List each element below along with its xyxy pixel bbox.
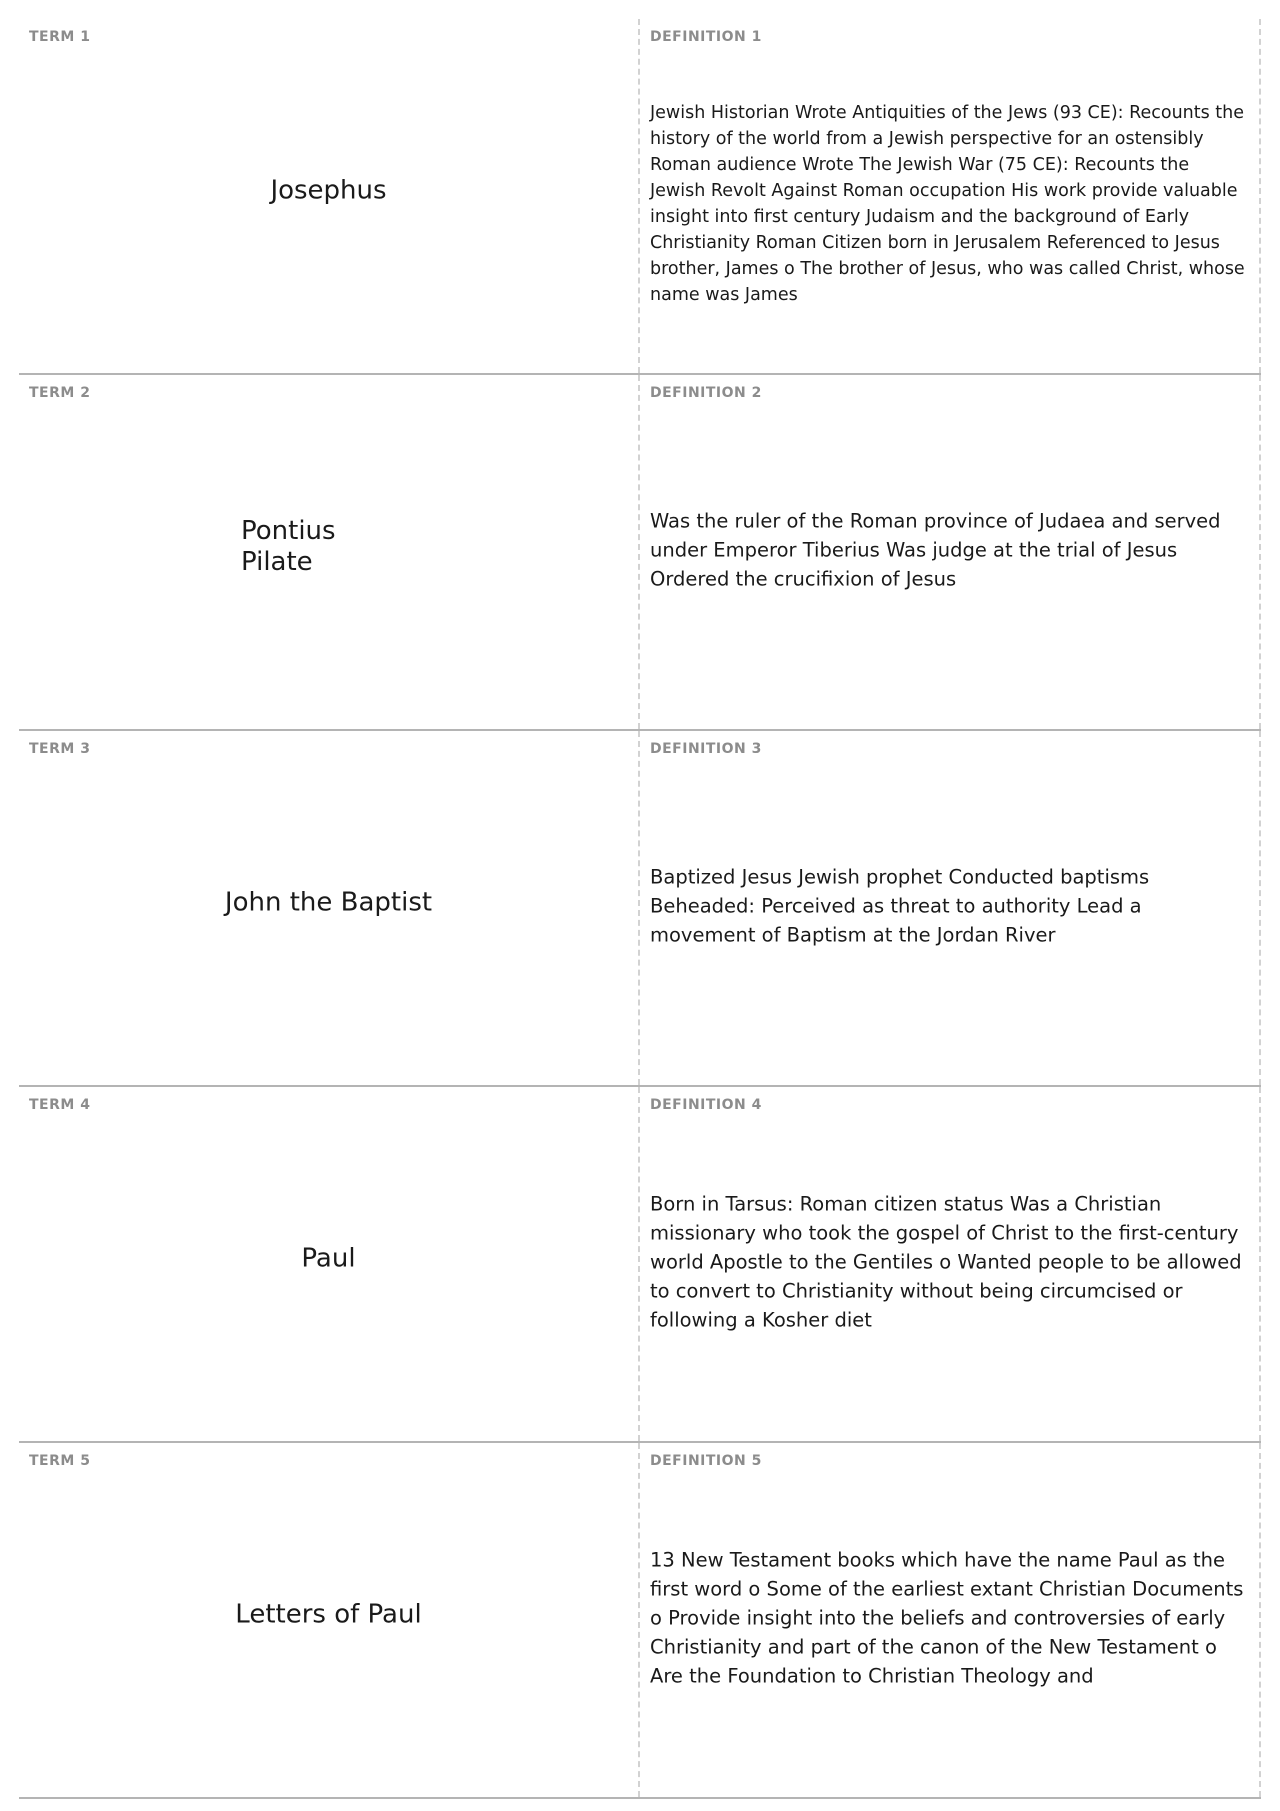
term-label: TERM 5 (29, 1453, 91, 1469)
term-cell (19, 19, 640, 373)
term-label: TERM 4 (29, 1097, 91, 1113)
definition-text: 13 New Testament books which have the name Paul as the first word o Some of the earliest extant Christian Documents o Provide insight into the beliefs and controversies of early Christianity and part of the canon of the New Testament o Are the Foundation to Christian Theology and (650, 1548, 1244, 1688)
flashcard-row (19, 1087, 1261, 1443)
term-cell (19, 375, 640, 729)
definition-label: DEFINITION 2 (650, 385, 762, 401)
term-text: John the Baptist (224, 887, 433, 918)
term-label: TERM 2 (29, 385, 91, 401)
flashcard-sheet (19, 19, 1261, 1799)
flashcard-row (19, 731, 1261, 1087)
definition-cell (640, 1443, 1261, 1797)
definition-text: Jewish Historian Wrote Antiquities of the Jews (93 CE): Recounts the history of the world from a Jewish perspective for an ostensibly Roman audience Wrote The Jewish War (75 CE): Recounts the Jewish Revolt Against Roman occupation His work provide valuable insight into first century Judaism and the background of Early Christianity Roman Citizen born in Jerusalem Referenced to Jesus brother, James o The brother of Jesus, who was called Christ, whose name was James (650, 103, 1245, 305)
term-label: TERM 3 (29, 741, 91, 757)
definition-label: DEFINITION 1 (650, 29, 762, 45)
definition-cell (640, 375, 1261, 729)
term-text: Josephus (270, 175, 387, 206)
flashcard-row (19, 375, 1261, 731)
definition-label: DEFINITION 5 (650, 1453, 762, 1469)
term-cell (19, 731, 640, 1085)
term-text: Letters of Paul (235, 1599, 422, 1630)
definition-label: DEFINITION 4 (650, 1097, 762, 1113)
term-text: Pontius Pilate (241, 516, 336, 577)
definition-cell (640, 1087, 1261, 1441)
flashcard-row (19, 19, 1261, 375)
definition-label: DEFINITION 3 (650, 741, 762, 757)
definition-cell (640, 731, 1261, 1085)
term-label: TERM 1 (29, 29, 91, 45)
definition-text: Was the ruler of the Roman province of Judaea and served under Emperor Tiberius Was judge at the trial of Jesus Ordered the crucifixion of Jesus (650, 509, 1221, 591)
definition-text: Baptized Jesus Jewish prophet Conducted baptisms Beheaded: Perceived as threat to authority Lead a movement of Baptism at the Jordan River (650, 865, 1150, 947)
term-text: Paul (301, 1243, 356, 1274)
definition-text: Born in Tarsus: Roman citizen status Was a Christian missionary who took the gospel of Christ to the first-century world Apostle to the Gentiles o Wanted people to be allowed to convert to Christianity without being circumcised or following a Kosher diet (650, 1192, 1242, 1332)
term-cell (19, 1087, 640, 1441)
definition-cell (640, 19, 1261, 373)
term-cell (19, 1443, 640, 1797)
flashcard-row (19, 1443, 1261, 1799)
